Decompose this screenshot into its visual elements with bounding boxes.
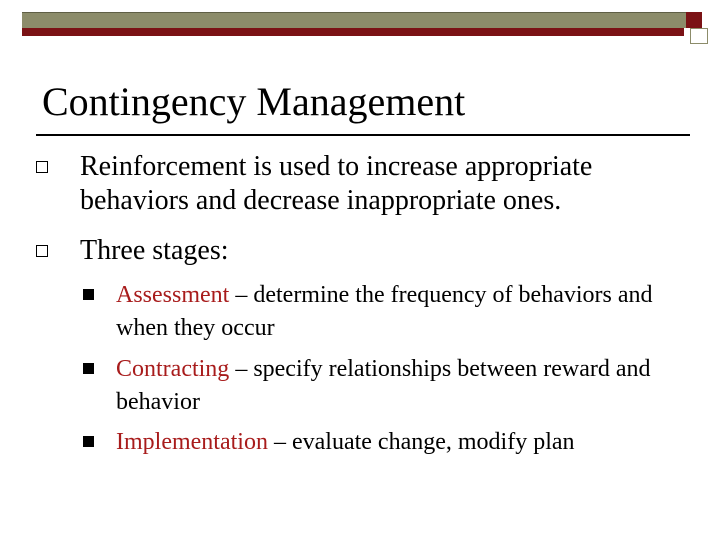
bullet-text: Three stages:	[80, 235, 229, 266]
outlined-square	[690, 28, 708, 44]
filled-square-bullet-icon	[83, 363, 94, 374]
title-underline	[36, 134, 690, 136]
sub-bullet-item	[116, 353, 676, 419]
sub-bullet-text: – specify relationships between reward and behavior	[116, 356, 651, 415]
sub-bullet-text: – evaluate change, modify plan	[267, 429, 575, 455]
bullet-text: Reinforcement is used to increase appropriate behaviors and decrease inappropriate ones.	[80, 151, 593, 216]
sub-bullet-text: – determine the frequency of behaviors and when they occur	[116, 282, 653, 341]
sub-bullet-term: Contracting	[116, 356, 230, 382]
decorative-top-bar	[22, 12, 712, 36]
sub-bullet-term: Assessment	[116, 282, 230, 308]
hollow-square-bullet-icon	[36, 161, 48, 173]
filled-square-bullet-icon	[83, 289, 94, 300]
sub-bullet-term: Implementation	[116, 429, 268, 455]
bullet-item	[80, 234, 680, 268]
olive-stripe	[22, 12, 686, 28]
bullet-item	[80, 150, 680, 218]
sub-bullet-item	[116, 279, 676, 345]
maroon-square	[686, 12, 702, 28]
maroon-stripe	[22, 28, 684, 36]
hollow-square-bullet-icon	[36, 245, 48, 257]
slide-title: Contingency Management	[42, 79, 466, 124]
sub-bullet-item	[116, 426, 676, 459]
filled-square-bullet-icon	[83, 436, 94, 447]
